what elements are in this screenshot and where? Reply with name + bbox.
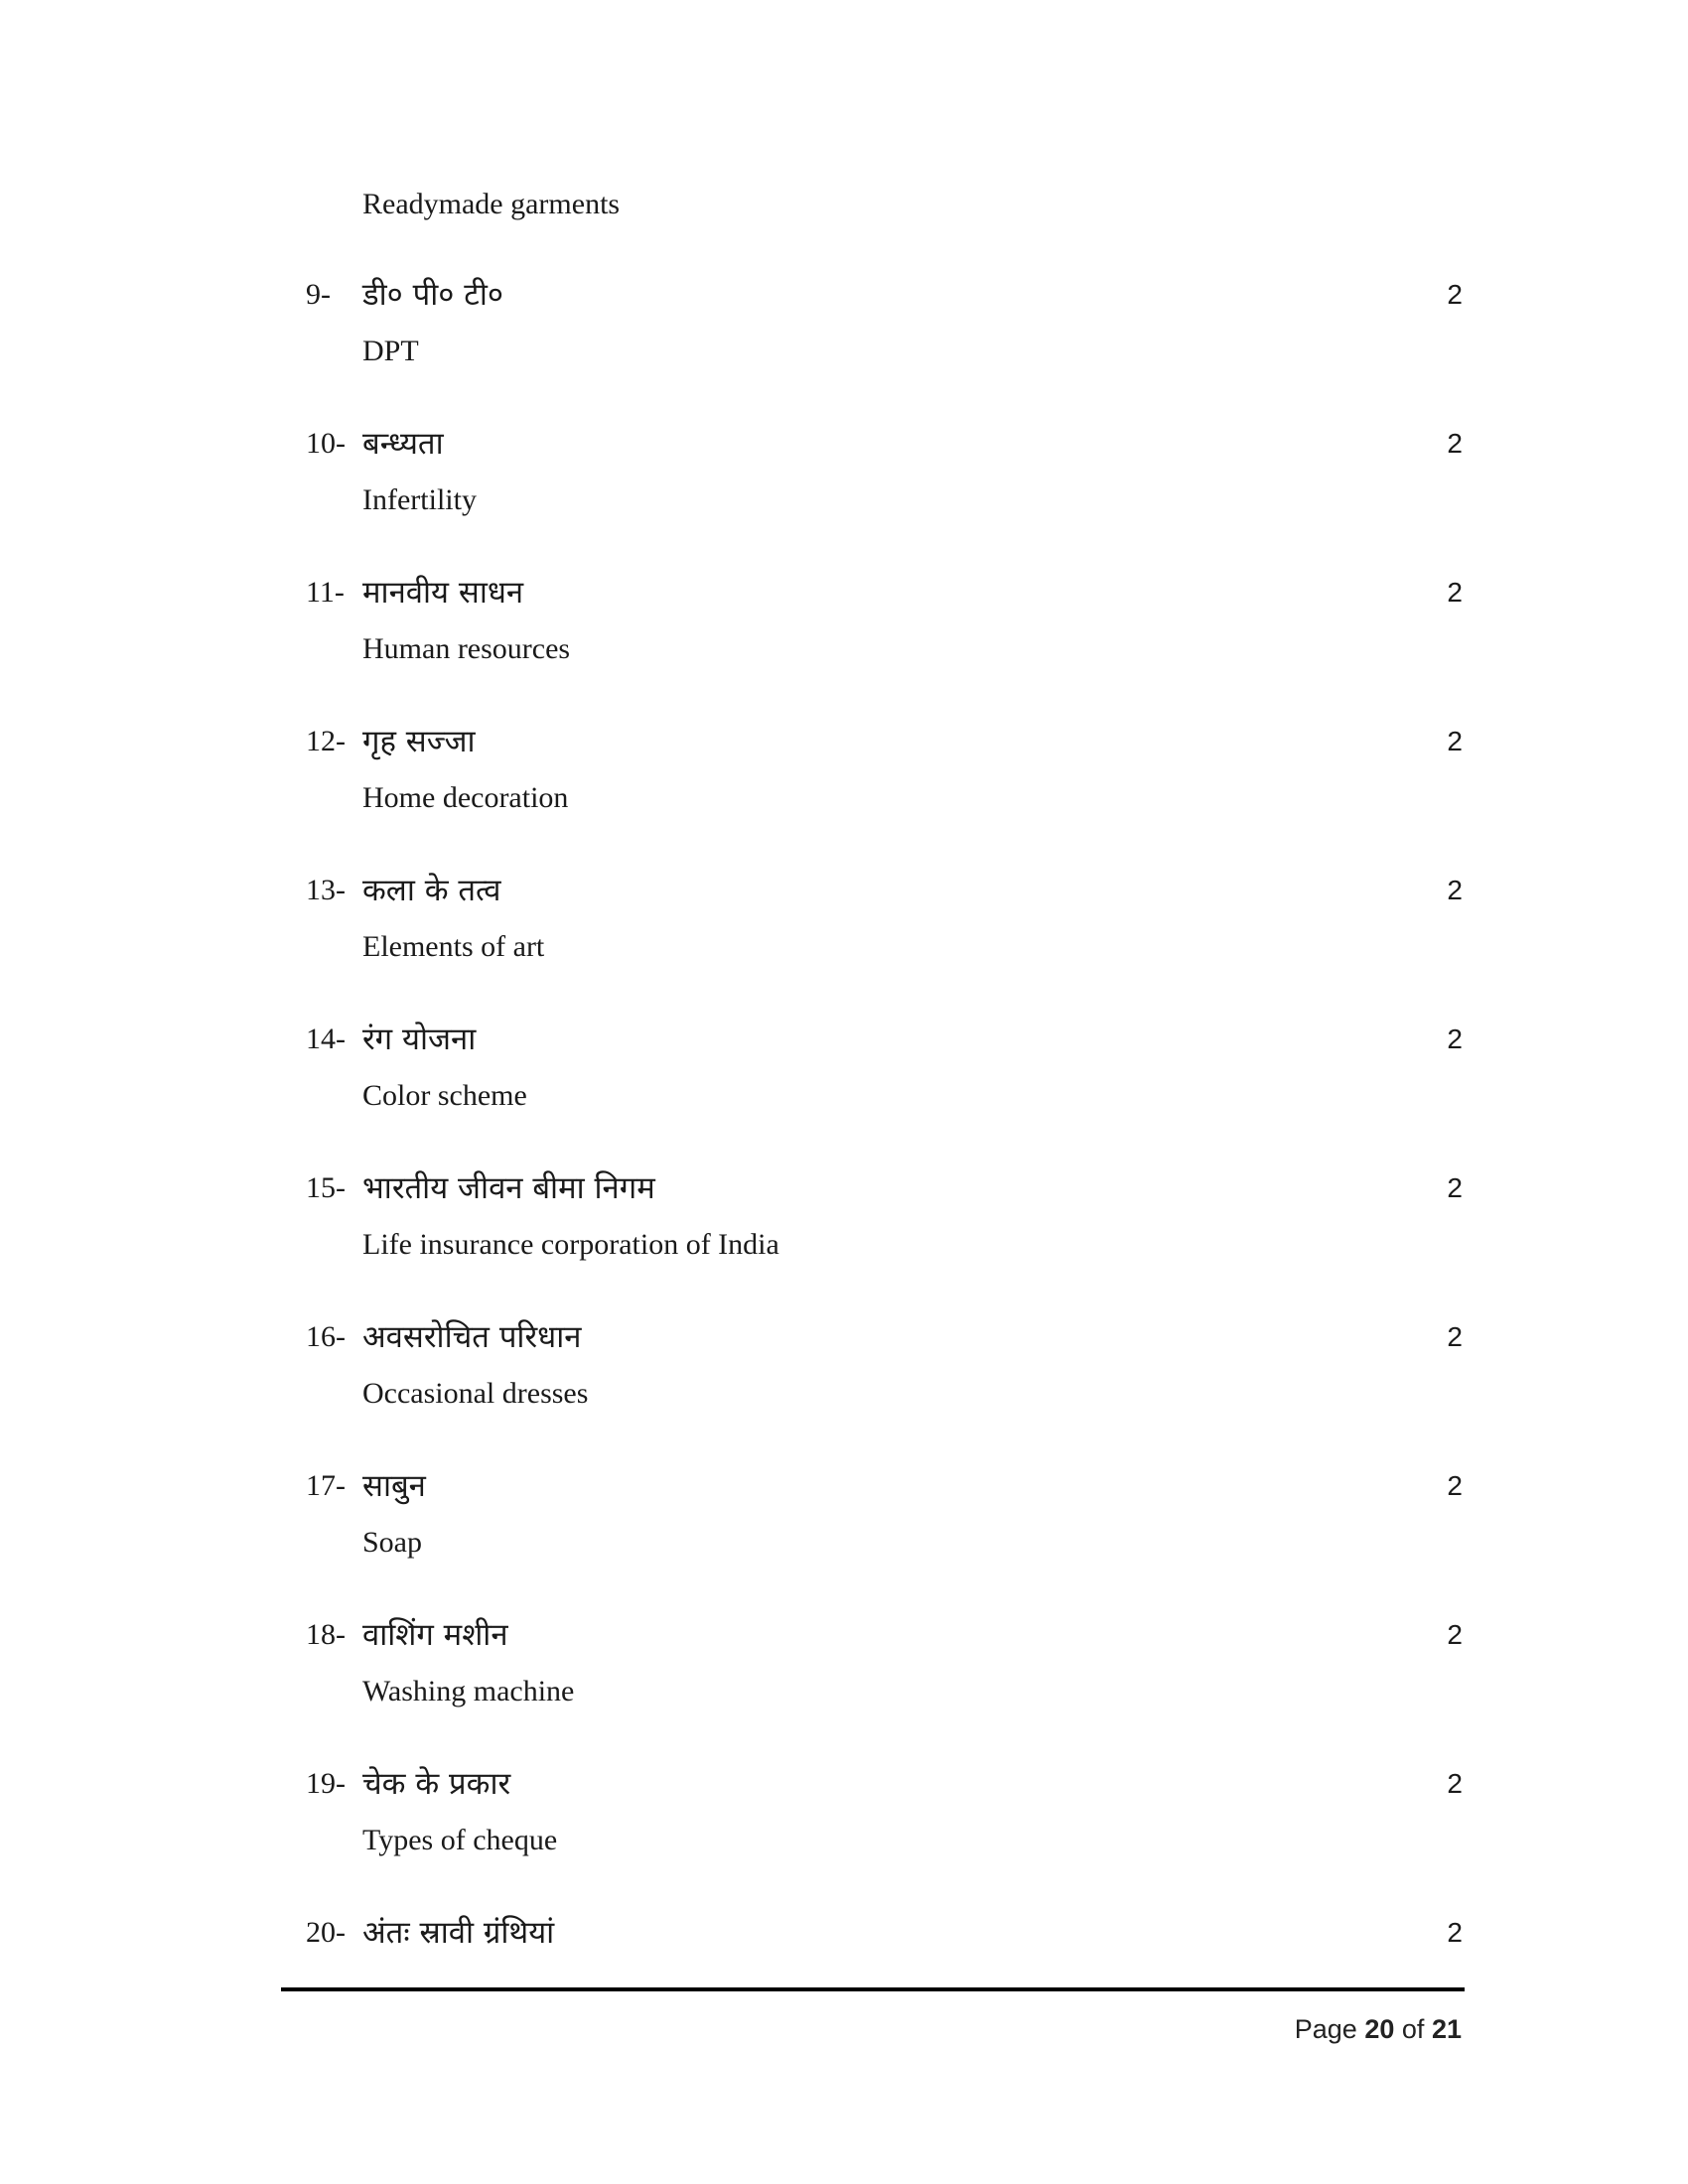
question-english-text: Infertility: [362, 483, 477, 516]
total-pages-number: 21: [1431, 2014, 1462, 2044]
question-english-text: Human resources: [362, 632, 571, 665]
question-english-text: DPT: [362, 335, 419, 367]
current-page-number: 20: [1364, 2014, 1395, 2044]
question-number: 15-: [306, 1171, 346, 1204]
question-item: [306, 717, 1473, 866]
question-hindi-text: चेक के प्रकार: [362, 1766, 511, 1802]
question-hindi-text: मानवीय साधन: [362, 575, 524, 611]
question-list: [306, 270, 1473, 2057]
question-marks: 2: [1447, 1917, 1463, 1948]
question-number: 20-: [306, 1916, 346, 1949]
question-item: [306, 1759, 1473, 1908]
question-hindi-text: डी० पी० टी०: [362, 277, 503, 313]
question-hindi-text: अंतः स्रावी ग्रंथियां: [362, 1915, 555, 1951]
question-marks: 2: [1447, 1172, 1463, 1203]
question-item: [306, 1312, 1473, 1461]
question-english-text: Soap: [362, 1526, 422, 1559]
question-marks: 2: [1447, 1470, 1463, 1501]
question-hindi-text: गृह सज्जा: [362, 724, 476, 759]
question-hindi-text: साबुन: [362, 1468, 426, 1504]
question-marks: 2: [1447, 1619, 1463, 1650]
question-hindi-text: कला के तत्व: [362, 873, 501, 908]
question-number: 19-: [306, 1767, 346, 1800]
question-english-text: Home decoration: [362, 781, 569, 814]
question-number: 11-: [306, 576, 345, 609]
question-number: 13-: [306, 874, 346, 906]
question-item: [306, 1015, 1473, 1163]
footer-divider: [281, 1987, 1465, 1991]
question-number: 10-: [306, 427, 346, 460]
question-marks: 2: [1447, 1321, 1463, 1352]
question-item: [306, 568, 1473, 717]
question-number: 17-: [306, 1469, 346, 1502]
question-hindi-text: भारतीय जीवन बीमा निगम: [362, 1170, 655, 1206]
question-hindi-text: वाशिंग मशीन: [362, 1617, 508, 1653]
question-item: [306, 1461, 1473, 1610]
question-number: 16-: [306, 1320, 346, 1353]
question-english-text: Color scheme: [362, 1079, 527, 1112]
question-marks: 2: [1447, 875, 1463, 905]
question-hindi-text: रंग योजना: [362, 1022, 477, 1057]
question-number: 9-: [306, 278, 331, 311]
question-number: 14-: [306, 1023, 346, 1055]
question-english-text: Life insurance corporation of India: [362, 1228, 779, 1261]
question-item: [306, 270, 1473, 419]
question-hindi-text: बन्ध्यता: [362, 426, 444, 462]
question-english-text: Types of cheque: [362, 1824, 558, 1856]
of-word: of: [1401, 2014, 1425, 2044]
question-item: [306, 419, 1473, 568]
question-number: 12-: [306, 725, 346, 757]
question-item: [306, 1163, 1473, 1312]
question-item: [306, 1610, 1473, 1759]
question-english-text: Occasional dresses: [362, 1377, 589, 1410]
question-marks: 2: [1447, 428, 1463, 459]
question-marks: 2: [1447, 1768, 1463, 1799]
page-word: Page: [1294, 2014, 1357, 2044]
question-marks: 2: [1447, 726, 1463, 756]
question-item: [306, 866, 1473, 1015]
question-marks: 2: [1447, 577, 1463, 608]
page-number: [1295, 2009, 1462, 2049]
question-english-text: Elements of art: [362, 930, 545, 963]
question-marks: 2: [1447, 279, 1463, 310]
question-marks: 2: [1447, 1024, 1463, 1054]
question-english-text: Washing machine: [362, 1675, 575, 1707]
question-hindi-text: अवसरोचित परिधान: [362, 1319, 582, 1355]
question-number: 18-: [306, 1618, 346, 1651]
continuation-text: Readymade garments: [362, 188, 621, 220]
